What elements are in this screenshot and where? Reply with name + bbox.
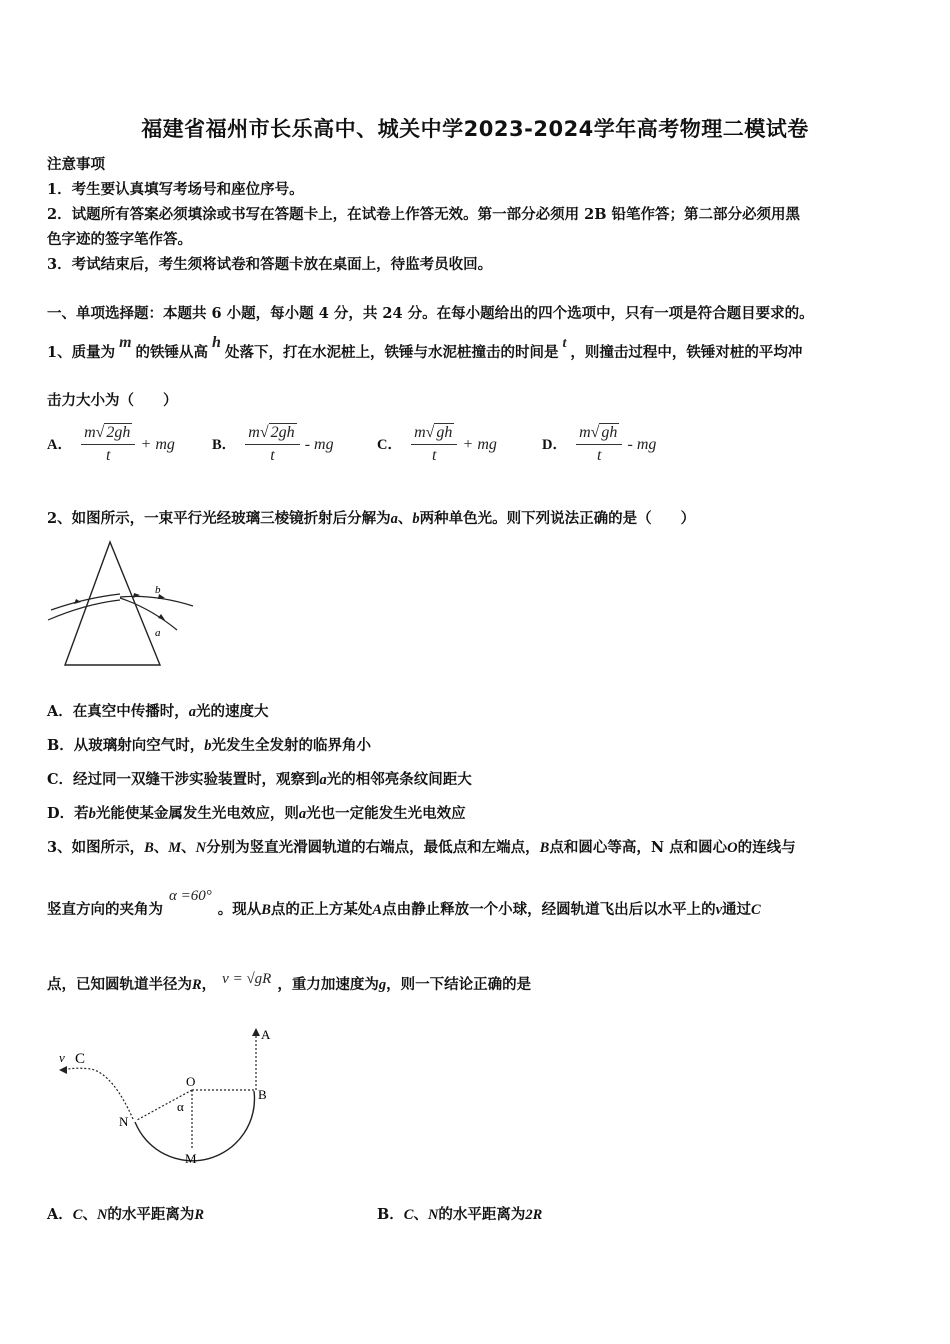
- q3-sep: ，: [201, 976, 217, 993]
- q3-var: M: [168, 840, 182, 856]
- q1-option-a[interactable]: [47, 424, 175, 465]
- q2-opt-text: 光的相邻亮条纹间距大: [326, 771, 472, 788]
- q1-text-2: 的铁锤从高: [135, 344, 209, 361]
- question-3-line-2: [47, 888, 761, 919]
- ray-a: [120, 598, 177, 630]
- q3-velocity: v = √gR: [222, 971, 272, 987]
- question-1-line-1: [47, 334, 803, 362]
- label-a: a: [155, 627, 161, 639]
- q2-option-a[interactable]: [47, 700, 269, 721]
- numerator: m√ gh: [576, 424, 622, 445]
- q2-opt-var: b: [204, 738, 212, 754]
- q3-alpha: α =60°: [169, 888, 212, 904]
- fraction: [81, 424, 135, 465]
- q2-opt-var: a: [188, 704, 196, 720]
- question-3-line-1: [47, 836, 796, 857]
- q1-text-4: ，则撞击过程中，铁锤对桩的平均冲: [570, 344, 803, 361]
- q1-var-m: m: [119, 334, 132, 351]
- label-M: M: [185, 1151, 197, 1166]
- q2-opt-text: B．从玻璃射向空气时，: [47, 737, 205, 754]
- q1-var-h: h: [212, 334, 221, 351]
- q2-sep: 、: [397, 510, 413, 527]
- radicand: gh: [601, 424, 618, 441]
- radicand: gh: [436, 424, 453, 441]
- num-m: m: [414, 424, 426, 441]
- q3-opt-value: 2R: [525, 1207, 543, 1223]
- q1-option-c[interactable]: [377, 424, 497, 465]
- q2-var-b: b: [412, 511, 420, 527]
- q3-text: 点的正上方某处: [270, 901, 373, 918]
- option-label: B．: [377, 1206, 404, 1223]
- q3-text: 。现从: [217, 901, 262, 918]
- numerator: m√ gh: [411, 424, 457, 445]
- label-b: b: [155, 584, 161, 596]
- tail: - mg: [304, 436, 334, 453]
- label-N: N: [119, 1114, 129, 1129]
- fraction: [411, 424, 457, 465]
- label-B: B: [258, 1087, 267, 1102]
- label-O: O: [186, 1074, 196, 1089]
- tail: + mg: [140, 436, 175, 453]
- q3-opt-var: N: [96, 1207, 108, 1223]
- tail: - mg: [627, 436, 657, 453]
- q2-opt-text: 光能使某金属发生光电效应，则: [95, 805, 299, 822]
- q3-var: R: [192, 977, 202, 993]
- q3-text: 点由静止释放一个小球，经圆轨道飞出后以水平上的: [382, 901, 716, 918]
- q1-text-3: 处落下，打在水泥桩上，铁锤与水泥桩撞击的时间是: [224, 344, 559, 361]
- q3-opt-var: N: [427, 1207, 439, 1223]
- q1-option-d[interactable]: [542, 424, 656, 465]
- label-C: C: [75, 1051, 86, 1067]
- q2-opt-text: 光发生全发射的临界角小: [211, 737, 372, 754]
- notice-item-2: 2．试题所有答案必须填涂或书写在答题卡上，在试卷上作答无效。第一部分必须用 2B 铅笔作答；第二部分必须用黑: [47, 206, 801, 223]
- section-heading: 一、单项选择题：本题共 6 小题，每小题 4 分，共 24 分。在每小题给出的四个选项中，只有一项是符合题目要求的。: [47, 305, 814, 322]
- label-v: v: [59, 1050, 65, 1065]
- incident-ray-1: [48, 600, 120, 620]
- radicand: 2gh: [270, 424, 295, 441]
- notice-item-2-cont: 色字迹的签字笔作答。: [47, 231, 192, 248]
- q3-var: g: [378, 977, 387, 993]
- q2-opt-text: D．若: [47, 805, 89, 822]
- q3-text: ，则一下结论正确的是: [386, 976, 532, 993]
- ray-b: [120, 596, 193, 606]
- q2-opt-var: a: [319, 772, 327, 788]
- question-1-line-2: 击力大小为（ ）: [47, 392, 178, 409]
- q3-sep: 、: [181, 839, 196, 856]
- q3-sep: 、: [153, 839, 169, 856]
- q2-opt-text: A．在真空中传播时，: [47, 703, 189, 720]
- q3-opt-text: 的水平距离为: [107, 1206, 195, 1223]
- option-label: B．: [212, 437, 237, 453]
- q3-var: C: [751, 902, 761, 918]
- q3-opt-text: 的水平距离为: [438, 1206, 526, 1223]
- q3-var: A: [372, 902, 383, 918]
- q3-text: 的连线与: [737, 839, 796, 856]
- q3-var: B: [144, 840, 154, 856]
- num-m: m: [84, 424, 96, 441]
- track-figure: [55, 1022, 285, 1167]
- radicand: 2gh: [106, 424, 131, 441]
- q2-opt-text: 光也一定能发生光电效应: [306, 805, 466, 822]
- q3-opt-var: C: [72, 1207, 83, 1223]
- q3-text: 竖直方向的夹角为: [47, 901, 163, 918]
- q1-option-b[interactable]: [212, 424, 334, 465]
- trajectory: [63, 1068, 133, 1119]
- q3-text: 通过: [722, 901, 752, 918]
- q3-text: 点和圆心等高，N 点和圆心: [549, 839, 728, 856]
- question-2-stem: [47, 507, 695, 528]
- prism-triangle: [65, 542, 160, 665]
- q3-opt-value: R: [194, 1207, 205, 1223]
- prism-figure: [45, 538, 195, 668]
- label-alpha: α: [177, 1099, 184, 1114]
- q2-opt-text: C．经过同一双缝干涉实验装置时，观察到: [47, 771, 320, 788]
- label-A: A: [261, 1027, 271, 1042]
- q2-text-2: 两种单色光。则下列说法正确的是（ ）: [419, 510, 696, 527]
- arrow-head-icon: [74, 599, 81, 604]
- q2-opt-text: 光的速度大: [196, 703, 269, 720]
- numerator: m√ 2gh: [81, 424, 135, 445]
- q3-var: N: [195, 840, 207, 856]
- option-label: D．: [542, 437, 567, 453]
- q2-option-b[interactable]: [47, 734, 371, 755]
- num-m: m: [579, 424, 591, 441]
- option-label: A．: [47, 437, 72, 453]
- numerator: m√ 2gh: [245, 424, 299, 445]
- notice-heading: 注意事项: [47, 156, 105, 173]
- arrow-up-icon: [252, 1028, 260, 1036]
- arrow-left-icon: [59, 1066, 67, 1074]
- denominator: t: [106, 447, 111, 464]
- q2-text-1: 2、如图所示，一束平行光经玻璃三棱镜折射后分解为: [47, 510, 391, 527]
- denominator: t: [270, 447, 275, 464]
- q3-text: 3、如图所示，: [47, 839, 145, 856]
- q3-opt-sep: 、: [413, 1206, 428, 1223]
- q3-option-b[interactable]: [377, 1203, 542, 1224]
- q2-var-a: a: [390, 511, 398, 527]
- q3-text: ，重力加速度为: [277, 976, 379, 993]
- denominator: t: [432, 447, 437, 464]
- q3-var: v: [715, 902, 723, 918]
- q1-text-1: 1、质量为: [47, 344, 116, 361]
- q3-text: 点，已知圆轨道半径为: [47, 976, 192, 993]
- q3-opt-var: C: [403, 1207, 414, 1223]
- q2-opt-var: a: [298, 806, 307, 822]
- q2-opt-var: b: [88, 806, 96, 822]
- q1-var-t: t: [562, 336, 567, 351]
- q3-var: O: [727, 840, 738, 856]
- page-title: 福建省福州市长乐高中、城关中学2023-2024学年高考物理二模试卷: [141, 117, 809, 141]
- q3-var: B: [261, 902, 271, 918]
- fraction: [576, 424, 622, 465]
- denominator: t: [597, 447, 602, 464]
- q2-option-d[interactable]: [47, 802, 466, 823]
- notice-item-3: 3．考试结束后，考生须将试卷和答题卡放在桌面上，待监考员收回。: [47, 256, 493, 273]
- q3-var: B: [539, 840, 550, 856]
- option-label: C．: [377, 437, 402, 453]
- num-m: m: [248, 424, 260, 441]
- tail: + mg: [462, 436, 497, 453]
- fraction: [245, 424, 299, 465]
- question-3-line-3: [47, 973, 531, 994]
- notice-item-1: 1．考生要认真填写考场号和座位序号。: [47, 181, 304, 198]
- q2-option-c[interactable]: [47, 768, 472, 789]
- arrow-head-icon: [133, 593, 140, 598]
- q3-text: 分别为竖直光滑圆轨道的右端点，最低点和左端点，: [206, 839, 540, 856]
- option-label: A．: [47, 1206, 73, 1223]
- q3-opt-sep: 、: [82, 1206, 97, 1223]
- q3-option-a[interactable]: [47, 1203, 204, 1224]
